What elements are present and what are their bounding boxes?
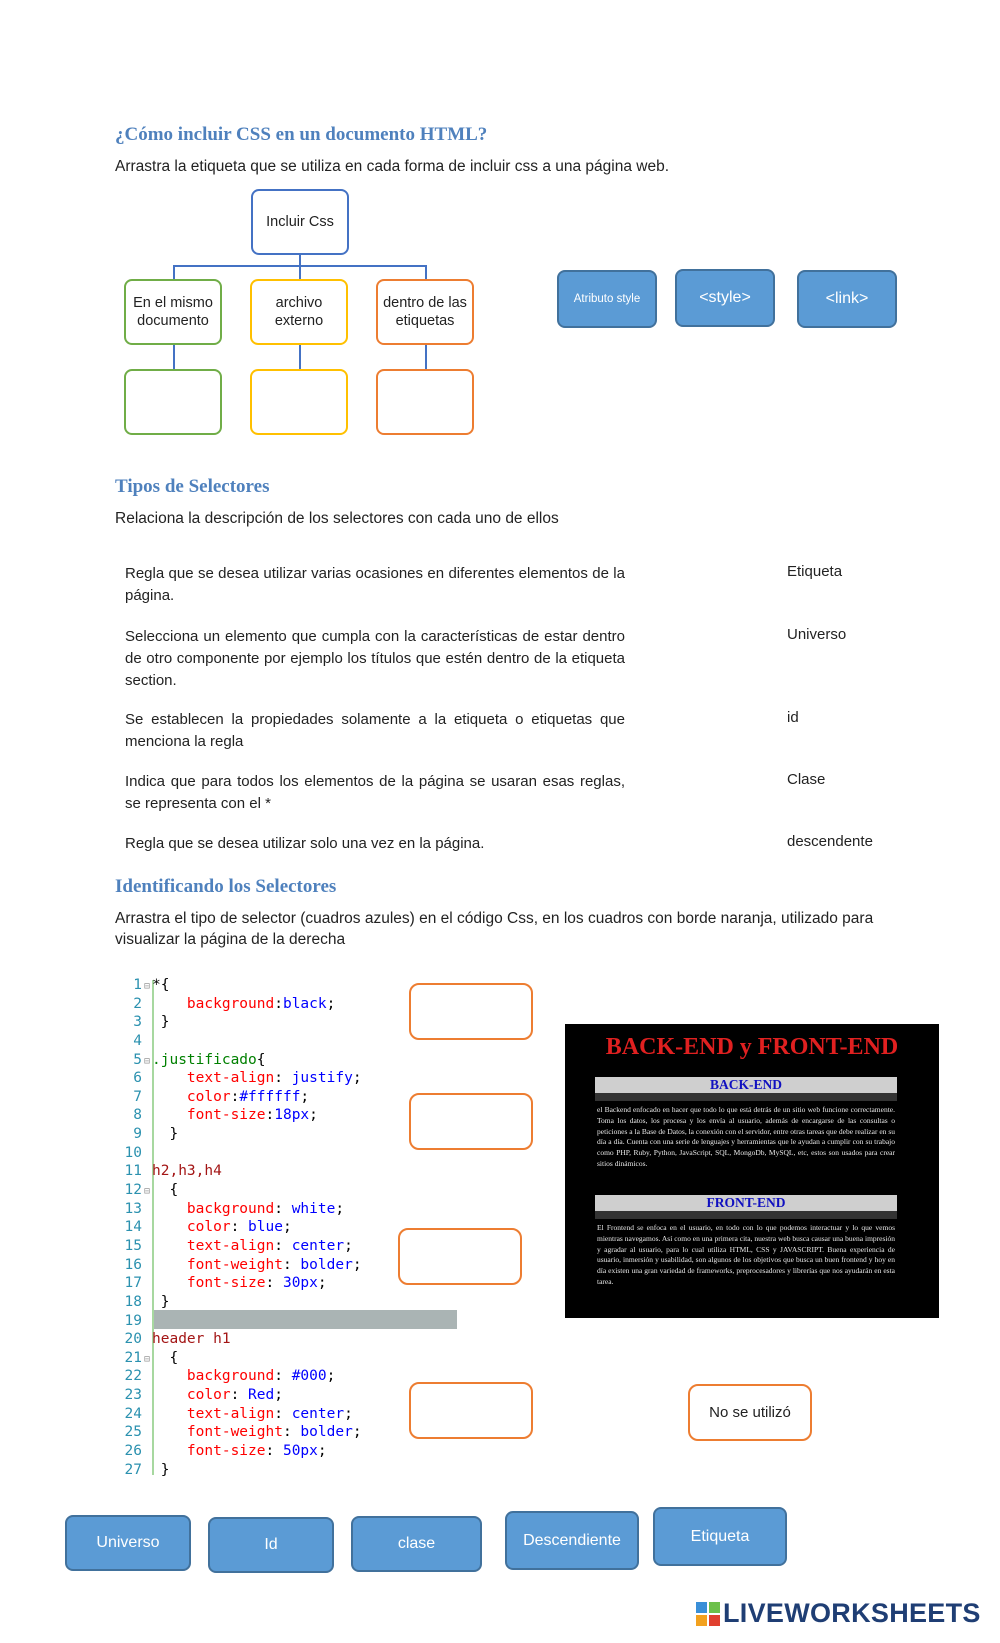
line-number: 9 <box>133 1126 142 1143</box>
section-title-include-css: ¿Cómo incluir CSS en un documento HTML? <box>115 124 488 145</box>
line-number: 16 <box>124 1256 142 1273</box>
line-number: 14 <box>124 1219 142 1236</box>
drop-zone-external-file[interactable] <box>250 369 348 435</box>
line-number: 13 <box>124 1200 142 1217</box>
code-text: text-align: center; <box>186 1237 353 1254</box>
code-line <box>122 1423 362 1442</box>
code-line <box>122 1218 362 1237</box>
section-instruction-include-css: Arrastra la etiqueta que se utiliza en cada forma de incluir css a una página web. <box>115 158 670 175</box>
css-code-editor <box>122 976 362 1479</box>
line-number: 15 <box>124 1237 142 1254</box>
line-number: 7 <box>133 1088 142 1105</box>
code-text: color:#ffffff; <box>186 1088 310 1105</box>
option-label: clase <box>397 1535 436 1552</box>
drag-option-clase[interactable] <box>351 1516 482 1572</box>
code-text: } <box>152 1126 179 1143</box>
selector-description[interactable]: Indica que para todos los elementos de la página se usaran esas reglas, se representa con el * <box>125 773 625 812</box>
drop-zone-inside-tags[interactable] <box>376 369 474 435</box>
code-text: font-weight: bolder; <box>186 1256 362 1273</box>
line-number: 11 <box>124 1163 142 1180</box>
section-title-identify-selectors: Identificando los Selectores <box>115 876 337 897</box>
drop-zone-same-document[interactable] <box>124 369 222 435</box>
child-box-label: dentro de las etiquetas <box>383 295 467 329</box>
line-number: 5 <box>133 1051 142 1068</box>
line-number: 23 <box>124 1387 142 1404</box>
code-line <box>122 1069 362 1088</box>
code-line <box>122 1106 362 1125</box>
drag-option-descendiente[interactable] <box>505 1511 639 1570</box>
line-number: 22 <box>124 1368 142 1385</box>
code-text: text-align: center; <box>186 1405 353 1422</box>
code-line <box>122 1051 362 1070</box>
line-number: 3 <box>133 1014 142 1031</box>
tree-connector <box>173 265 175 279</box>
line-number: 17 <box>124 1275 142 1292</box>
selector-name[interactable]: Etiqueta <box>787 563 843 580</box>
code-text: .justificado{ <box>152 1051 266 1068</box>
preview-heading-backend: BACK-END <box>595 1077 897 1093</box>
not-used-label: No se utilizó <box>709 1404 791 1421</box>
brand-text: LIVEWORKSHEETS <box>723 1598 981 1628</box>
code-line <box>122 1200 362 1219</box>
line-number: 20 <box>124 1331 142 1348</box>
code-line <box>122 1256 362 1275</box>
drop-zone-descendant-rule[interactable] <box>409 1382 533 1439</box>
code-line <box>122 1162 362 1181</box>
line-number: 26 <box>124 1443 142 1460</box>
tree-connector <box>173 345 175 369</box>
drag-option-style-tag[interactable] <box>675 269 775 327</box>
code-line <box>122 976 362 995</box>
line-number: 18 <box>124 1293 142 1310</box>
code-line <box>122 1349 362 1368</box>
code-line <box>122 1274 362 1293</box>
child-box-inside-tags <box>376 279 474 345</box>
code-line <box>122 995 362 1014</box>
option-label: <style> <box>699 289 751 306</box>
code-text: color: Red; <box>186 1387 283 1404</box>
code-text: { <box>152 1182 179 1199</box>
line-number: 24 <box>124 1405 142 1422</box>
not-used-box[interactable] <box>688 1384 812 1441</box>
drag-option-id[interactable] <box>208 1517 334 1573</box>
child-box-label: archivo externo <box>274 295 324 329</box>
drop-zone-tag-rule[interactable] <box>398 1228 522 1285</box>
child-box-external-file <box>250 279 348 345</box>
line-number: 27 <box>124 1461 142 1478</box>
selector-description[interactable]: Se establecen la propiedades solamente a la etiqueta o etiquetas que menciona la regla <box>125 711 625 750</box>
fold-marker-icon[interactable]: ⊟ <box>143 981 151 992</box>
selector-description[interactable]: Selecciona un elemento que cumpla con la características de estar dentro de otro componente por ejemplo los títulos que estén dentro de la etiqueta section. <box>125 628 625 689</box>
section-instruction-identify-selectors: Arrastra el tipo de selector (cuadros azules) en el código Css, en los cuadros con borde naranja, utilizado para visualizar la página de la derecha <box>115 910 874 948</box>
code-line <box>122 1088 362 1107</box>
code-line <box>122 1237 362 1256</box>
webpage-preview <box>565 1024 939 1318</box>
code-text: background: white; <box>186 1200 345 1217</box>
selector-name[interactable]: id <box>787 709 799 726</box>
option-label: Descendiente <box>523 1531 621 1549</box>
drag-option-link-tag[interactable] <box>797 270 897 328</box>
root-box-label: Incluir Css <box>266 214 334 230</box>
code-line <box>122 1181 362 1200</box>
child-box-label: En el mismo documento <box>133 295 213 329</box>
selector-description[interactable]: Regla que se desea utilizar solo una vez en la página. <box>125 835 485 852</box>
liveworksheets-logo-icon <box>696 1602 720 1626</box>
line-number: 19 <box>124 1312 142 1329</box>
fold-marker-icon[interactable]: ⊟ <box>143 1353 151 1365</box>
fold-marker-icon[interactable]: ⊟ <box>143 1186 151 1198</box>
code-text: { <box>152 1349 179 1366</box>
preview-paragraph-backend: el Backend enfocado en hacer que todo lo que está detrás de un sitio web funcione correctamente. Toma los datos, los procesa y los envía al usuario, además de encargarse de las consultas o peticiones a la Base de Datos, la conexión con el servidor, entre otras tareas que debe realizar en su día a día. Cuenta con una serie de lenguajes y herramientas que le ayudan a cumplir con su trabajo como PHP, Ruby, Python, JavaScript, SQL, MongoDb, MySQL, etc, estos son usados para crear sitios dinámicos. <box>597 1105 895 1168</box>
drag-option-etiqueta[interactable] <box>653 1507 787 1566</box>
code-text: text-align: justify; <box>186 1070 362 1087</box>
code-text: font-size:18px; <box>186 1107 318 1124</box>
code-line <box>122 1144 362 1163</box>
line-number: 25 <box>124 1424 142 1441</box>
code-text: background: #000; <box>186 1368 336 1385</box>
line-number: 6 <box>133 1070 142 1087</box>
code-text: font-weight: bolder; <box>186 1424 362 1441</box>
code-line <box>122 1032 362 1051</box>
preview-heading-frontend: FRONT-END <box>595 1195 897 1211</box>
option-label: <link> <box>825 290 869 307</box>
option-label: Etiqueta <box>690 1527 750 1545</box>
selector-name[interactable]: Clase <box>787 771 826 788</box>
code-text: } <box>152 1014 170 1031</box>
code-line <box>122 1330 362 1349</box>
tree-connector <box>299 265 301 279</box>
code-line <box>122 1367 362 1386</box>
code-text: background:black; <box>186 995 336 1012</box>
code-line <box>122 1386 362 1405</box>
line-number: 12 <box>124 1182 142 1199</box>
drag-option-universo[interactable] <box>65 1515 191 1571</box>
preview-title: BACK-END y FRONT-END <box>605 1034 899 1060</box>
child-box-same-document <box>124 279 222 345</box>
option-label: Id <box>264 1536 278 1553</box>
fold-marker-icon[interactable]: ⊟ <box>143 1055 151 1067</box>
code-text: *{ <box>152 977 170 993</box>
tree-connector <box>299 345 301 369</box>
code-text: h2,h3,h4 <box>152 1163 222 1180</box>
liveworksheets-logo <box>696 1598 981 1629</box>
line-number: 8 <box>133 1107 142 1124</box>
code-text: font-size: 50px; <box>186 1443 327 1460</box>
code-text: font-size: 30px; <box>186 1275 327 1292</box>
preview-divider <box>595 1211 897 1219</box>
root-box-incluir-css <box>251 189 349 255</box>
selector-description[interactable]: Regla que se desea utilizar varias ocasiones en diferentes elementos de la página. <box>125 565 625 604</box>
drag-option-atributo-style[interactable] <box>557 270 657 328</box>
section-title-selector-types: Tipos de Selectores <box>115 476 270 497</box>
drop-zone-class-rule[interactable] <box>409 1093 533 1150</box>
preview-divider <box>595 1093 897 1101</box>
line-number: 10 <box>124 1144 142 1161</box>
tree-connector <box>425 345 427 369</box>
line-number: 4 <box>133 1032 142 1049</box>
line-number: 1 <box>133 977 142 993</box>
code-text: } <box>152 1293 170 1310</box>
code-line <box>122 1405 362 1424</box>
drop-zone-universal-rule[interactable] <box>409 983 533 1040</box>
code-line <box>122 1293 362 1312</box>
code-line <box>122 1461 362 1480</box>
code-line <box>122 1442 362 1461</box>
selector-name[interactable]: Universo <box>787 626 847 643</box>
option-label: Atributo style <box>573 293 641 305</box>
code-line <box>122 1125 362 1144</box>
line-number: 2 <box>133 995 142 1012</box>
preview-paragraph-frontend: El Frontend se enfoca en el usuario, en todo con lo que podemos interactuar y lo que vemos mientras navegamos. Así como en una primera cita, nuestra web busca causar una buena impresión y agradar al usuario, para lo cual utiliza HTML, CSS y JAVASCRIPT. Buena experiencia de usuario, inmersión y usabilidad, son algunos de los objetivos que busca un buen frontend y hoy en día existen una gran variedad de frameworks, preprocesadores y librerías que nos ayudarán en esta tarea. <box>597 1223 895 1286</box>
tree-connector <box>425 265 427 279</box>
code-line <box>122 1013 362 1032</box>
line-number: 21 <box>124 1349 142 1366</box>
code-line <box>122 1312 362 1331</box>
option-label: Universo <box>96 1534 160 1551</box>
code-text: color: blue; <box>186 1219 292 1236</box>
code-text: header h1 <box>152 1331 231 1348</box>
selector-name[interactable]: descendente <box>787 833 873 850</box>
code-text: } <box>152 1461 170 1478</box>
section-instruction-selector-types: Relaciona la descripción de los selectores con cada uno de ellos <box>115 510 559 527</box>
tree-connector <box>299 255 301 265</box>
